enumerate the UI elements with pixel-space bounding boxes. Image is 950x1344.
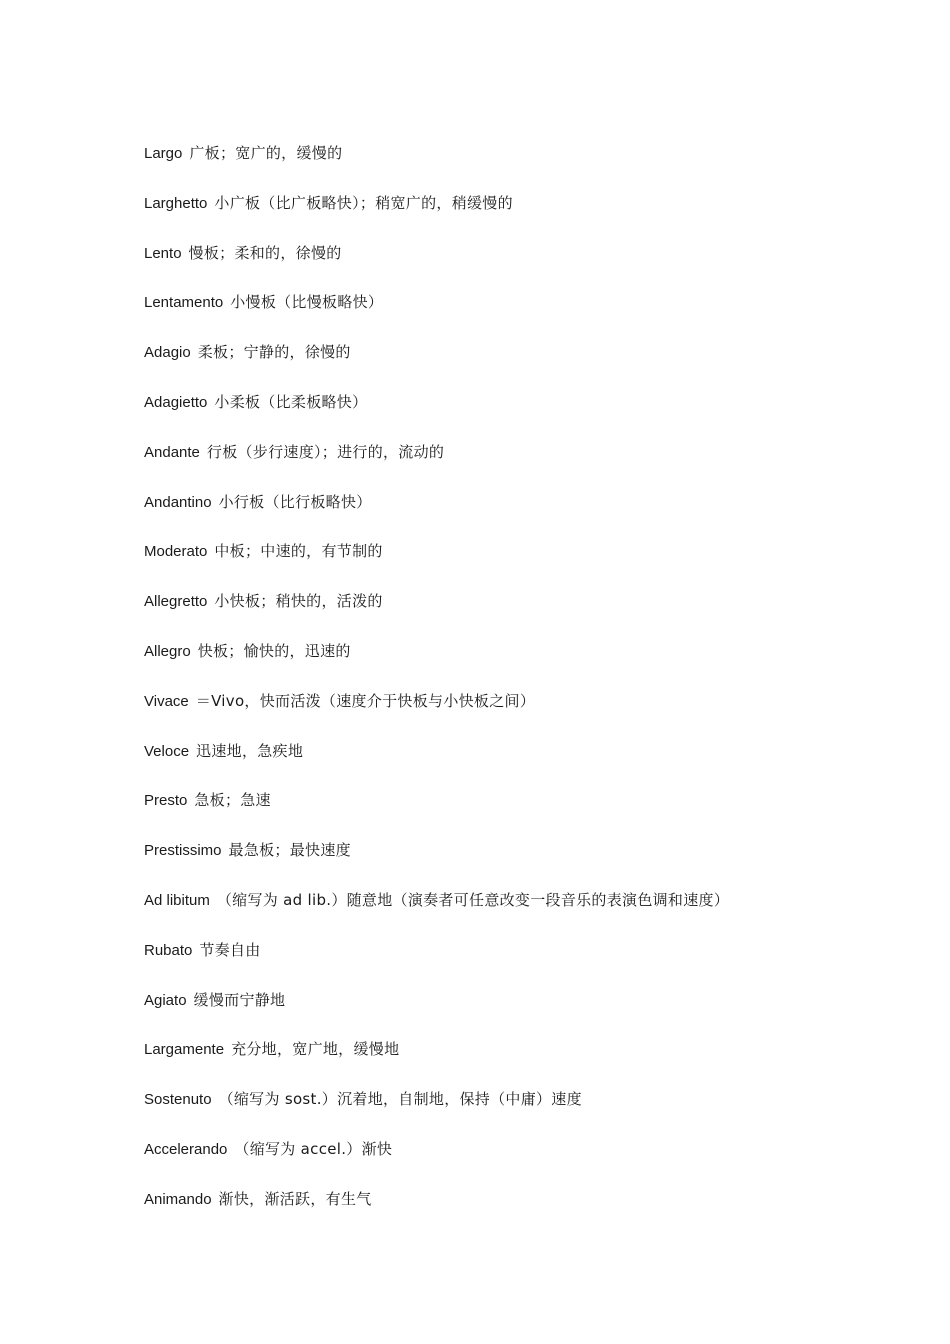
entry-definition: 最急板；最快速度 xyxy=(228,841,351,860)
list-item xyxy=(144,140,729,190)
list-item xyxy=(144,389,729,439)
entry-definition: 渐快，渐活跃，有生气 xyxy=(218,1189,372,1208)
list-item xyxy=(144,240,729,290)
list-item xyxy=(144,588,729,638)
list-item xyxy=(144,489,729,539)
tempo-terms-list xyxy=(144,140,729,1236)
entry-term: Prestissimo xyxy=(144,842,222,860)
entry-definition: （缩写为 accel.）渐快 xyxy=(234,1139,393,1158)
entry-term: Lento xyxy=(144,244,182,262)
entry-definition: 充分地，宽广地，缓慢地 xyxy=(231,1040,400,1059)
entry-term: Veloce xyxy=(144,742,190,760)
entry-term: Lentamento xyxy=(144,294,224,312)
entry-term: Andante xyxy=(144,443,200,461)
list-item xyxy=(144,289,729,339)
entry-definition: 缓慢而宁静地 xyxy=(193,990,286,1009)
entry-definition: 小快板；稍快的，活泼的 xyxy=(214,592,383,611)
entry-definition: 小行板（比行板略快） xyxy=(218,492,372,511)
list-item xyxy=(144,339,729,389)
entry-definition: 广板；宽广的，缓慢的 xyxy=(189,144,343,162)
list-item xyxy=(144,638,729,688)
entry-term: Agiato xyxy=(144,991,187,1009)
entry-term: Larghetto xyxy=(144,194,208,212)
entry-definition: ＝Vivo，快而活泼（速度介于快板与小快板之间） xyxy=(195,691,536,710)
entry-definition: 行板（步行速度）；进行的，流动的 xyxy=(206,442,445,461)
list-item xyxy=(144,1136,729,1186)
list-item xyxy=(144,439,729,489)
entry-term: Animando xyxy=(144,1190,212,1208)
entry-definition: （缩写为 sost.）沉着地，自制地，保持（中庸）速度 xyxy=(218,1090,582,1109)
list-item xyxy=(144,190,729,240)
list-item xyxy=(144,1086,729,1136)
entry-definition: 小广板（比广板略快）；稍宽广的，稍缓慢的 xyxy=(214,193,513,212)
list-item xyxy=(144,688,729,738)
entry-term: Allegretto xyxy=(144,593,208,611)
entry-term: Ad libitum xyxy=(144,891,210,909)
entry-term: Largo xyxy=(144,145,183,162)
entry-term: Accelerando xyxy=(144,1140,228,1158)
entry-definition: 慢板；柔和的，徐慢的 xyxy=(188,243,342,262)
list-item xyxy=(144,538,729,588)
list-item xyxy=(144,837,729,887)
entry-term: Andantino xyxy=(144,493,212,511)
entry-term: Vivace xyxy=(144,692,189,710)
list-item xyxy=(144,1186,729,1236)
entry-definition: 节奏自由 xyxy=(199,940,261,959)
entry-term: Presto xyxy=(144,792,188,810)
entry-term: Rubato xyxy=(144,941,193,959)
list-item xyxy=(144,1036,729,1086)
entry-term: Sostenuto xyxy=(144,1091,212,1109)
list-item xyxy=(144,937,729,987)
entry-definition: （缩写为 ad lib.）随意地（演奏者可任意改变一段音乐的表演色调和速度） xyxy=(216,890,730,909)
entry-definition: 中板；中速的，有节制的 xyxy=(214,542,383,561)
entry-definition: 急板；急速 xyxy=(194,791,271,810)
entry-term: Largamente xyxy=(144,1041,225,1059)
list-item xyxy=(144,738,729,788)
entry-term: Moderato xyxy=(144,543,208,561)
entry-term: Adagio xyxy=(144,344,191,362)
list-item xyxy=(144,787,729,837)
entry-definition: 柔板；宁静的，徐慢的 xyxy=(197,343,351,362)
entry-term: Allegro xyxy=(144,642,191,660)
entry-definition: 小柔板（比柔板略快） xyxy=(214,392,368,411)
list-item xyxy=(144,887,729,937)
entry-term: Adagietto xyxy=(144,393,208,411)
entry-definition: 快板；愉快的，迅速的 xyxy=(197,641,351,660)
entry-definition: 迅速地，急疾地 xyxy=(196,741,304,760)
entry-definition: 小慢板（比慢板略快） xyxy=(230,293,384,312)
list-item xyxy=(144,987,729,1037)
